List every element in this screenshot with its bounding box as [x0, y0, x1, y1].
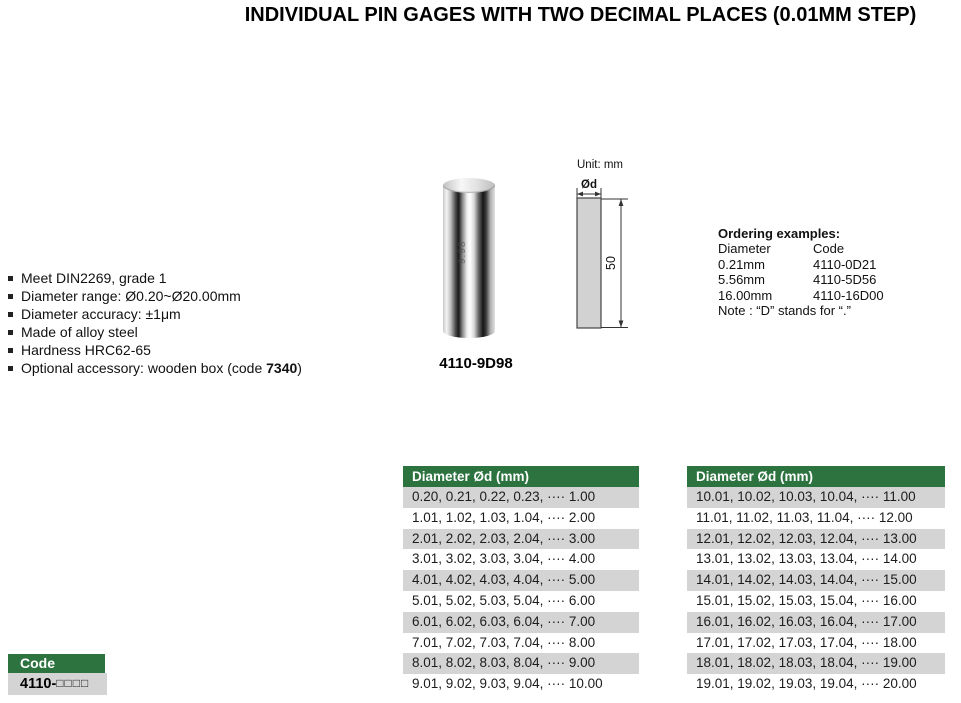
table-row: 11.01, 11.02, 11.03, 11.04, ···· 12.00 — [696, 509, 913, 525]
table-row: 15.01, 15.02, 15.03, 15.04, ···· 16.00 — [696, 592, 917, 608]
table-row: 17.01, 17.02, 17.03, 17.04, ···· 18.00 — [696, 634, 917, 650]
table-header: Diameter Ød (mm) — [687, 466, 945, 487]
ordering-examples — [718, 226, 958, 318]
table-row: 6.01, 6.02, 6.03, 6.04, ···· 7.00 — [403, 612, 639, 633]
feature-bold-code: 7340 — [266, 360, 298, 376]
ordering-code: 4110-5D56 — [813, 272, 877, 288]
code-box-header: Code — [8, 654, 105, 673]
pin-gage-photo — [443, 178, 495, 338]
ordering-col-diameter: Diameter — [718, 241, 771, 257]
feature-item — [8, 287, 368, 305]
table-row: 5.01, 5.02, 5.03, 5.04, ···· 6.00 — [412, 592, 596, 608]
table-row: 14.01, 14.02, 14.03, 14.04, ···· 15.00 — [687, 570, 945, 591]
feature-text: Diameter range: Ø0.20~Ø20.00mm — [21, 288, 241, 304]
diameter-table-right — [687, 466, 945, 695]
page-title: INDIVIDUAL PIN GAGES WITH TWO DECIMAL PLACES (0.01MM STEP) — [244, 4, 917, 26]
feature-list — [8, 269, 368, 377]
table-row: 16.01, 16.02, 16.03, 16.04, ···· 17.00 — [687, 612, 945, 633]
ordering-note: Note : “D” stands for “.” — [718, 303, 851, 319]
code-placeholder-squares: □□□□ — [56, 676, 90, 690]
feature-item — [8, 359, 368, 377]
diameter-table-left — [403, 466, 639, 695]
feature-item — [8, 323, 368, 341]
table-row: 13.01, 13.02, 13.03, 13.04, ···· 14.00 — [696, 551, 917, 567]
pin-cylinder — [443, 185, 495, 338]
feature-text: Diameter accuracy: ±1μm — [21, 306, 181, 322]
feature-text: Optional accessory: wooden box (code 7340) — [21, 360, 302, 376]
table-row: 7.01, 7.02, 7.03, 7.04, ···· 8.00 — [412, 634, 596, 650]
ordering-heading: Ordering examples: — [718, 226, 841, 241]
bullet-icon — [8, 366, 13, 371]
gage-outline — [577, 198, 601, 328]
diameter-dim-label: Ød — [581, 179, 597, 191]
table-row: 8.01, 8.02, 8.03, 8.04, ···· 9.00 — [403, 653, 639, 674]
ordering-diameter: 16.00mm — [718, 287, 773, 303]
length-dim-label: 50 — [604, 256, 618, 270]
bullet-icon — [8, 312, 13, 317]
table-row: 10.01, 10.02, 10.03, 10.04, ···· 11.00 — [687, 487, 945, 508]
table-row: 2.01, 2.02, 2.03, 2.04, ···· 3.00 — [403, 529, 639, 550]
table-row: 18.01, 18.02, 18.03, 18.04, ···· 19.00 — [687, 653, 945, 674]
unit-label: Unit: mm — [577, 159, 623, 171]
table-header: Diameter Ød (mm) — [403, 466, 639, 487]
dimension-drawing — [570, 155, 634, 340]
bullet-icon — [8, 330, 13, 335]
ordering-code: 4110-0D21 — [813, 256, 877, 272]
table-row: 9.01, 9.02, 9.03, 9.04, ···· 10.00 — [412, 676, 603, 692]
feature-text: Meet DIN2269, grade 1 — [21, 270, 167, 286]
table-row: 3.01, 3.02, 3.03, 3.04, ···· 4.00 — [412, 551, 596, 567]
table-rows — [687, 487, 945, 695]
feature-item — [8, 305, 368, 323]
table-row: 4.01, 4.02, 4.03, 4.04, ···· 5.00 — [403, 570, 639, 591]
table-row: 1.01, 1.02, 1.03, 1.04, ···· 2.00 — [412, 509, 596, 525]
feature-item — [8, 269, 368, 287]
feature-item — [8, 341, 368, 359]
ordering-col-code: Code — [813, 241, 845, 257]
pin-engraving: 9.98 — [457, 240, 468, 264]
ordering-diameter: 0.21mm — [718, 256, 765, 272]
table-row: 0.20, 0.21, 0.22, 0.23, ···· 1.00 — [403, 487, 639, 508]
pin-top-cap — [443, 178, 495, 193]
table-row: 12.01, 12.02, 12.03, 12.04, ···· 13.00 — [687, 529, 945, 550]
ordering-code: 4110-16D00 — [813, 287, 884, 303]
bullet-icon — [8, 276, 13, 281]
bullet-icon — [8, 348, 13, 353]
ordering-table — [718, 241, 958, 303]
feature-text: Made of alloy steel — [21, 324, 138, 340]
code-box-value: 4110-□□□□ — [8, 673, 107, 695]
feature-text: Hardness HRC62-65 — [21, 342, 151, 358]
pin-model-label: 4110-9D98 — [439, 355, 513, 372]
table-row: 19.01, 19.02, 19.03, 19.04, ···· 20.00 — [696, 676, 917, 692]
ordering-diameter: 5.56mm — [718, 272, 765, 288]
table-rows — [403, 487, 639, 695]
code-box — [8, 654, 107, 695]
bullet-icon — [8, 294, 13, 299]
